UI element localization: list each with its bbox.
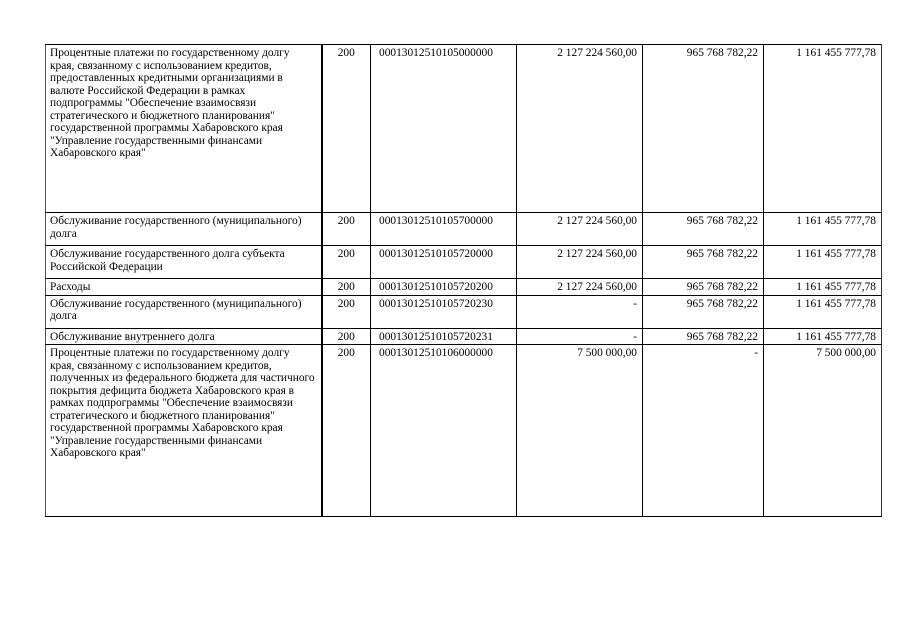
classification-code-cell: 00013012510105000000 bbox=[371, 45, 517, 213]
classification-code-cell: 00013012510105720231 bbox=[371, 328, 517, 345]
line-code-cell: 200 bbox=[322, 246, 371, 279]
table-row bbox=[46, 279, 882, 296]
remaining-amount-cell: 1 161 455 777,78 bbox=[764, 279, 882, 296]
budget-execution-table bbox=[45, 44, 882, 517]
line-code-cell: 200 bbox=[322, 345, 371, 517]
approved-amount-cell: 7 500 000,00 bbox=[517, 345, 643, 517]
classification-code-cell: 00013012510105720230 bbox=[371, 295, 517, 328]
approved-amount-cell: 2 127 224 560,00 bbox=[517, 246, 643, 279]
classification-code-cell: 00013012510105720200 bbox=[371, 279, 517, 296]
expense-name-cell: Расходы bbox=[46, 279, 322, 296]
line-code-cell: 200 bbox=[322, 279, 371, 296]
executed-amount-cell: 965 768 782,22 bbox=[643, 295, 764, 328]
expense-name-cell: Обслуживание государственного (муниципального) долга bbox=[46, 213, 322, 246]
approved-amount-cell: 2 127 224 560,00 bbox=[517, 213, 643, 246]
table-row bbox=[46, 45, 882, 213]
approved-amount-cell: 2 127 224 560,00 bbox=[517, 279, 643, 296]
expense-name-cell: Процентные платежи по государственному долгу края, связанному с использованием кредитов, предоставленных кредитными организациями в валюте Российской Федерации в рамках подпрограммы "Обеспечение взаимосвязи стратегического и бюджетного планирования" государственной программы Хабаровского края "Управление государственными финансами Хабаровского края" bbox=[46, 45, 322, 213]
expense-name-cell: Обслуживание государственного (муниципального) долга bbox=[46, 295, 322, 328]
executed-amount-cell: 965 768 782,22 bbox=[643, 213, 764, 246]
table-row bbox=[46, 246, 882, 279]
remaining-amount-cell: 1 161 455 777,78 bbox=[764, 246, 882, 279]
classification-code-cell: 00013012510106000000 bbox=[371, 345, 517, 517]
line-code-cell: 200 bbox=[322, 295, 371, 328]
approved-amount-cell: 2 127 224 560,00 bbox=[517, 45, 643, 213]
approved-amount-cell: - bbox=[517, 295, 643, 328]
line-code-cell: 200 bbox=[322, 328, 371, 345]
line-code-cell: 200 bbox=[322, 213, 371, 246]
executed-amount-cell: 965 768 782,22 bbox=[643, 45, 764, 213]
expense-name-cell: Обслуживание внутреннего долга bbox=[46, 328, 322, 345]
executed-amount-cell: 965 768 782,22 bbox=[643, 279, 764, 296]
expense-name-cell: Обслуживание государственного долга субъекта Российской Федерации bbox=[46, 246, 322, 279]
table-row bbox=[46, 328, 882, 345]
remaining-amount-cell: 1 161 455 777,78 bbox=[764, 295, 882, 328]
table-row bbox=[46, 213, 882, 246]
classification-code-cell: 00013012510105720000 bbox=[371, 246, 517, 279]
remaining-amount-cell: 1 161 455 777,78 bbox=[764, 213, 882, 246]
executed-amount-cell: 965 768 782,22 bbox=[643, 246, 764, 279]
executed-amount-cell: 965 768 782,22 bbox=[643, 328, 764, 345]
line-code-cell: 200 bbox=[322, 45, 371, 213]
expense-name-cell: Процентные платежи по государственному долгу края, связанному с использованием кредитов, полученных из федерального бюджета для частичного покрытия дефицита бюджета Хабаровского края в рамках подпрограммы "Обеспечение взаимосвязи стратегического и бюджетного планирования" государственной программы Хабаровского края "Управление государственными финансами Хабаровского края" bbox=[46, 345, 322, 517]
remaining-amount-cell: 7 500 000,00 bbox=[764, 345, 882, 517]
table-row bbox=[46, 295, 882, 328]
approved-amount-cell: - bbox=[517, 328, 643, 345]
remaining-amount-cell: 1 161 455 777,78 bbox=[764, 328, 882, 345]
table-row bbox=[46, 345, 882, 517]
classification-code-cell: 00013012510105700000 bbox=[371, 213, 517, 246]
executed-amount-cell: - bbox=[643, 345, 764, 517]
remaining-amount-cell: 1 161 455 777,78 bbox=[764, 45, 882, 213]
